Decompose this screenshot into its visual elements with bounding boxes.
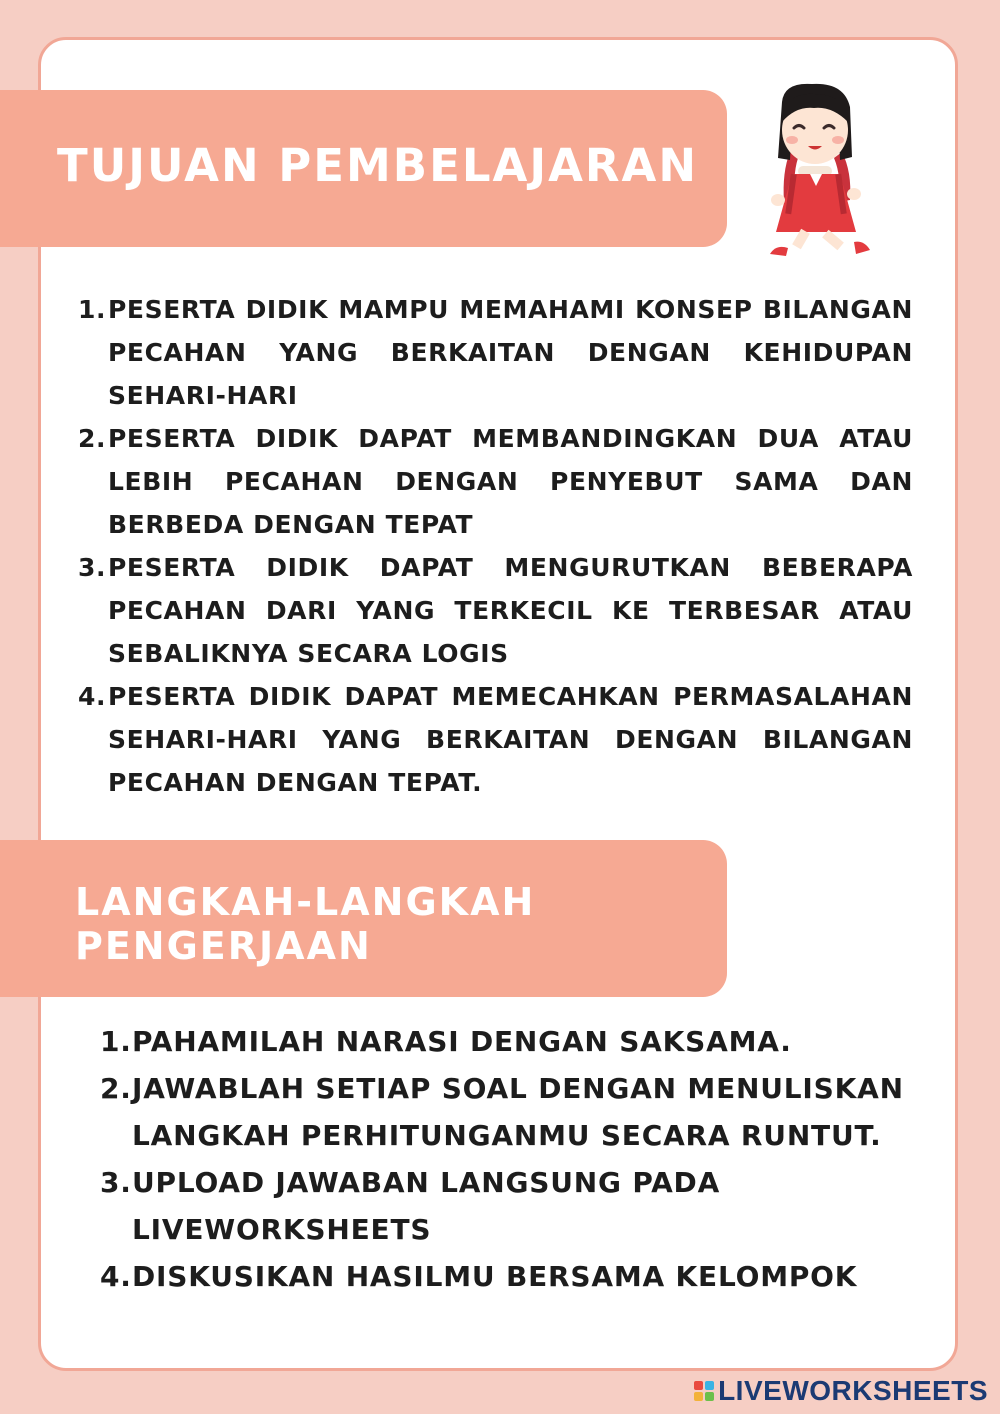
item-text: DISKUSIKAN HASILMU BERSAMA KELOMPOK — [132, 1260, 858, 1293]
steps-title-line2: PENGERJAAN — [75, 924, 372, 968]
item-number: 3. — [100, 1166, 132, 1199]
list-item — [78, 546, 913, 675]
list-item — [100, 1018, 930, 1065]
item-number: 4. — [78, 682, 107, 711]
item-text: PESERTA DIDIK DAPAT MEMECAHKAN PERMASALAHAN SEHARI-HARI YANG BERKAITAN DENGAN BILANGAN PECAHAN DENGAN TEPAT. — [108, 682, 913, 797]
list-item — [100, 1253, 930, 1300]
item-text: PAHAMILAH NARASI DENGAN SAKSAMA. — [132, 1025, 792, 1058]
brand-name: LIVEWORKSHEETS — [718, 1375, 988, 1406]
list-item — [78, 675, 913, 804]
item-number: 2. — [78, 424, 107, 453]
item-number: 1. — [78, 295, 107, 324]
schoolgirl-icon — [752, 82, 880, 268]
list-item — [100, 1065, 930, 1159]
list-item — [100, 1159, 930, 1253]
objectives-banner — [0, 90, 727, 247]
steps-banner — [0, 840, 727, 997]
item-text: UPLOAD JAWABAN LANGSUNG PADA LIVEWORKSHEETS — [132, 1166, 721, 1246]
item-number: 3. — [78, 553, 107, 582]
item-text: PESERTA DIDIK DAPAT MEMBANDINGKAN DUA ATAU LEBIH PECAHAN DENGAN PENYEBUT SAMA DAN BERBEDA DENGAN TEPAT — [108, 424, 913, 539]
steps-title-line1: LANGKAH-LANGKAH — [75, 880, 536, 924]
item-text: PESERTA DIDIK MAMPU MEMAHAMI KONSEP BILANGAN PECAHAN YANG BERKAITAN DENGAN KEHIDUPAN SEHARI-HARI — [108, 295, 913, 410]
liveworksheets-logo-icon — [694, 1381, 714, 1401]
item-text: PESERTA DIDIK DAPAT MENGURUTKAN BEBERAPA PECAHAN DARI YANG TERKECIL KE TERBESAR ATAU SEBALIKNYA SECARA LOGIS — [108, 553, 913, 668]
steps-title — [75, 880, 535, 968]
objectives-title: TUJUAN PEMBELAJARAN — [57, 139, 699, 192]
item-number: 4. — [100, 1260, 132, 1293]
list-item — [78, 417, 913, 546]
objectives-list — [78, 288, 913, 804]
list-item — [78, 288, 913, 417]
item-text: JAWABLAH SETIAP SOAL DENGAN MENULISKAN LANGKAH PERHITUNGANMU SECARA RUNTUT. — [132, 1072, 904, 1152]
item-number: 1. — [100, 1025, 132, 1058]
liveworksheets-brand[interactable] — [694, 1376, 988, 1406]
steps-list — [100, 1018, 930, 1300]
item-number: 2. — [100, 1072, 132, 1105]
